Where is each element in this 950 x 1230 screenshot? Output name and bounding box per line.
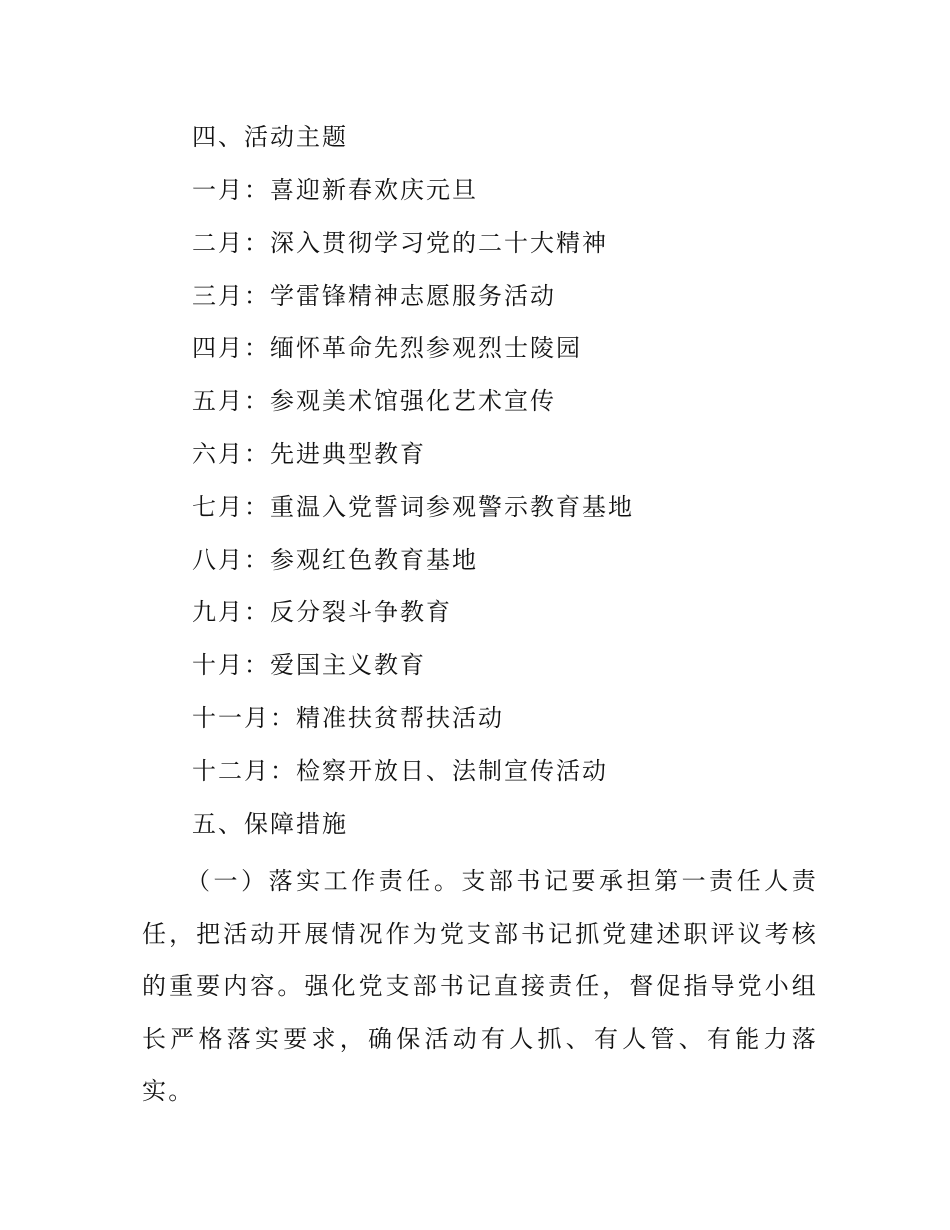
month-item-4: 四月：缅怀革命先烈参观烈士陵园 [192, 334, 582, 362]
safeguard-paragraph: （一）落实工作责任。支部书记要承担第一责任人责任，把活动开展情况作为党支部书记抓党建述职评议考核的重要内容。强化党支部书记直接责任，督促指导党小组长严格落实要求，确保活动有人抓、有人管、有能力落实。 [142, 867, 818, 1105]
month-item-2: 二月：深入贯彻学习党的二十大精神 [192, 229, 608, 257]
month-item-6: 六月：先进典型教育 [192, 440, 426, 468]
month-item-3: 三月：学雷锋精神志愿服务活动 [192, 282, 556, 310]
month-item-11: 十一月：精准扶贫帮扶活动 [192, 704, 504, 732]
month-item-5: 五月：参观美术馆强化艺术宣传 [192, 387, 556, 415]
month-item-12: 十二月：检察开放日、法制宣传活动 [192, 757, 608, 785]
section-heading-safeguard-measures: 五、保障措施 [192, 810, 348, 838]
month-item-8: 八月：参观红色教育基地 [192, 546, 478, 574]
month-item-1: 一月：喜迎新春欢庆元旦 [192, 176, 478, 204]
month-item-10: 十月：爱国主义教育 [192, 651, 426, 679]
month-item-7: 七月：重温入党誓词参观警示教育基地 [192, 493, 634, 521]
section-heading-activity-themes: 四、活动主题 [192, 123, 348, 151]
month-item-9: 九月：反分裂斗争教育 [192, 598, 452, 626]
